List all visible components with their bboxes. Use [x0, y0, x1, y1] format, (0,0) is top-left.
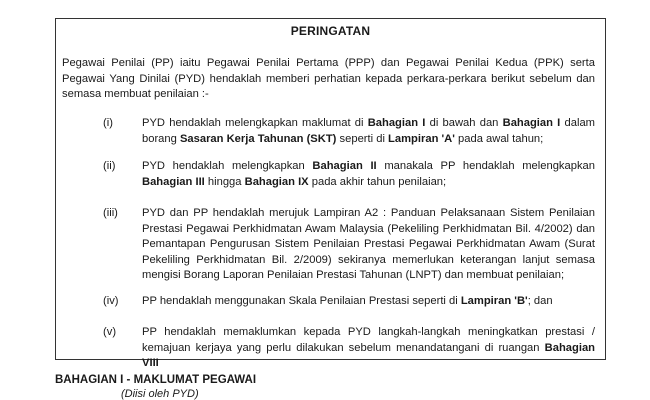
item-number: (ii)	[103, 160, 116, 172]
section-heading: BAHAGIAN I - MAKLUMAT PEGAWAI	[55, 374, 257, 386]
item-number: (i)	[103, 117, 113, 129]
notice-title: PERINGATAN	[290, 24, 371, 38]
item-text: PP hendaklah menggunakan Skala Penilaian Prestasi seperti di Lampiran 'B'; dan	[142, 295, 553, 307]
item-text: PP hendaklah memaklumkan kepada PYD langkah-langkah meningkatkan prestasi / kemajuan kerjaya yang perlu dilakukan sebelum menandatangani di ruangan Bahagian VIII	[142, 326, 595, 369]
section-subheading: (Diisi oleh PYD)	[121, 388, 199, 400]
item-text: PYD hendaklah melengkapkan Bahagian II manakala PP hendaklah melengkapkan Bahagian III hingga Bahagian IX pada akhir tahun penilaian;	[142, 160, 595, 188]
item-text: PYD hendaklah melengkapkan maklumat di Bahagian I di bawah dan Bahagian I dalam borang Sasaran Kerja Tahunan (SKT) seperti di Lampiran 'A' pada awal tahun;	[142, 117, 595, 145]
notice-intro: Pegawai Penilai (PP) iaitu Pegawai Penilai Pertama (PPP) dan Pegawai Penilai Kedua (PPK) serta Pegawai Yang Dinilai (PYD) hendaklah memberi perhatian kepada perkara-perkara berikut sebelum dan semasa membuat penilaian :-	[62, 57, 595, 100]
notice-box	[55, 18, 606, 369]
item-number: (iii)	[103, 207, 118, 219]
item-text: PYD dan PP hendaklah merujuk Lampiran A2 : Panduan Pelaksanaan Sistem Penilaian Prestasi Pegawai Perkhidmatan Awam Malaysia (Pekeliling Perkhidmatan Bil. 4/2002) dan Pemantapan Pengurusan Sistem Penilaian Prestasi Pegawai Perkhidmatan Awam (Surat Pekeliling Perkhidmatan Bil. 2/2009) sekiranya memerlukan keterangan lanjut semasa mengisi Borang Laporan Penilaian Prestasi Tahunan (LNPT) dan membuat penilaian;	[142, 207, 595, 281]
item-number: (iv)	[103, 295, 119, 307]
item-number: (v)	[103, 326, 117, 338]
